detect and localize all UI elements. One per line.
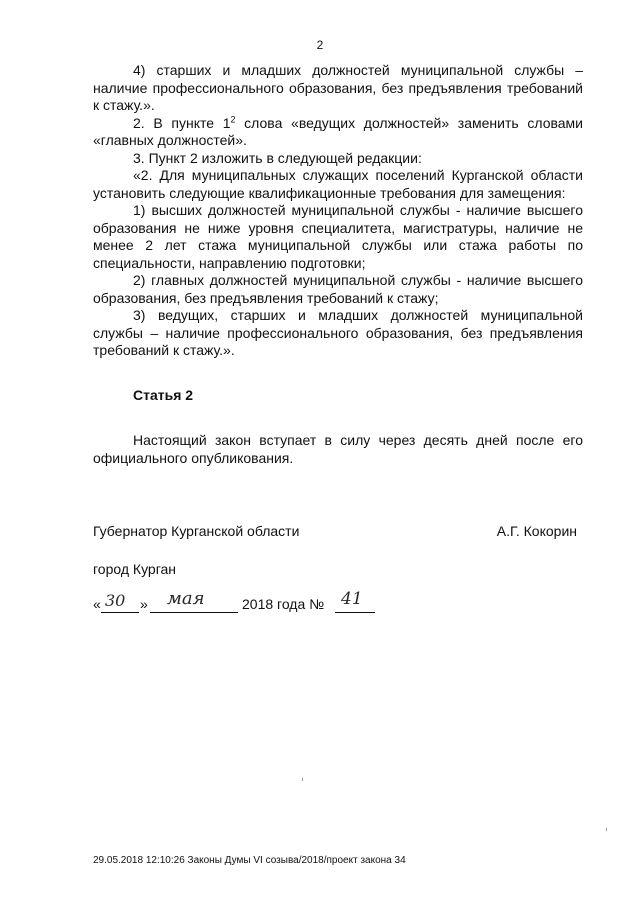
date-line [93,588,393,617]
date-year-text: 2018 года № [242,596,325,612]
date-open-quote: « [93,596,101,612]
paragraph-item-2 [93,115,583,150]
date-number-handwritten: 41 [341,589,363,609]
paragraph-item-4: 4) старших и младших должностей муниципальной службы – наличие профессионального образования, без предъявления требований к стажу.». [93,62,583,113]
number-underline [335,612,375,613]
item2-text-before: 2. В пункте 1 [133,114,231,131]
footer-note: 29.05.2018 12:10:26 Законы Думы VI созыва/2018/проект закона 34 [93,855,406,866]
city-line: город Курган [93,561,177,577]
paragraph-subitem-1: 1) высших должностей муниципальной службы - наличие высшего образования не ниже уровня специалитета, магистратуры, наличие не менее 2 лет стажа муниципальной службы или стажа работы по специальности, направлению подготовки; [93,202,583,271]
month-underline [150,612,238,613]
scan-speck [606,828,607,831]
page-number: 2 [316,38,324,52]
document-body [93,62,583,467]
item2-text-after: слова «ведущих должностей» заменить словами «главных должностей». [93,114,583,148]
paragraph-item-3: 3. Пункт 2 изложить в следующей редакции: [133,149,422,166]
signature-name: А.Г. Кокорин [496,523,577,539]
paragraph-new-point-2: «2. Для муниципальных служащих поселений Курганской области установить следующие квалификационные требования для замещения: [93,167,583,201]
article-text: Настоящий закон вступает в силу через десять дней после его официального опубликования. [93,432,583,466]
paragraph-subitem-3: 3) ведущих, старших и младших должностей муниципальной службы – наличие профессионального образования, без предъявления требований к стажу.». [93,307,583,358]
paragraph-subitem-2: 2) главных должностей муниципальной службы - наличие высшего образования, без предъявления требований к стажу; [93,272,583,306]
signature-position: Губернатор Курганской области [93,523,300,539]
scan-speck [302,778,303,781]
item2-superscript: 2 [230,113,236,124]
date-month-handwritten: мая [167,588,205,609]
date-day-handwritten: 30 [105,591,126,610]
article-heading: Статья 2 [133,386,194,403]
day-underline [101,612,139,613]
date-close-quote: » [140,596,148,612]
